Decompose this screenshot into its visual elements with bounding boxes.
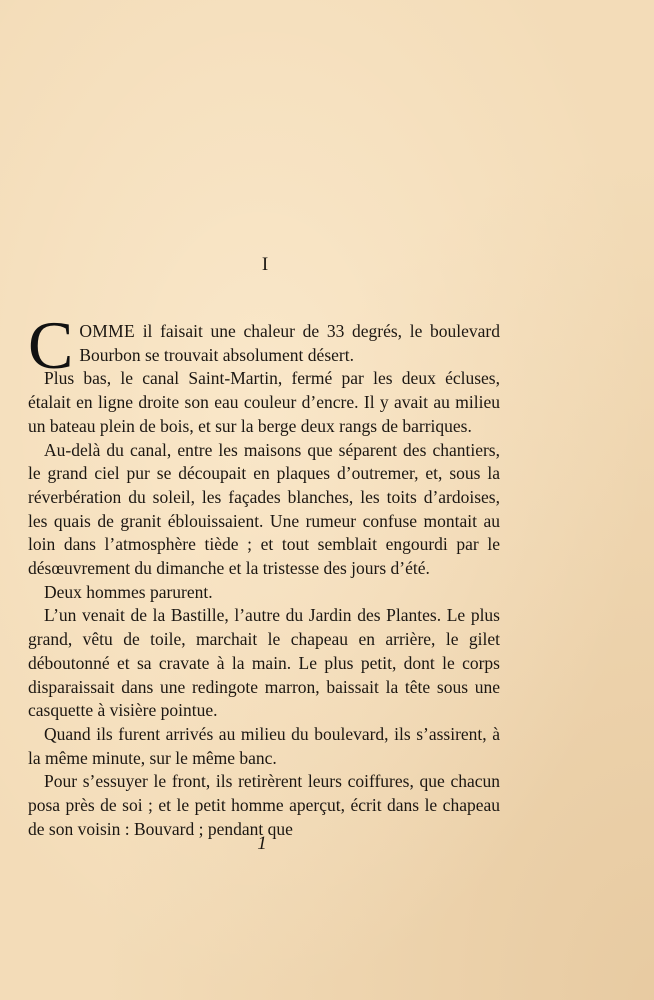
paragraph: L’un venait de la Bastille, l’autre du Jardin des Plantes. Le plus grand, vêtu de toile, marchait le chapeau en arrière, le gilet déboutonné et sa cravate à la main. Le plus petit, dont le corps disparaissait dans une redingote marron, baissait la tête sous une casquette à visière pointue.	[28, 605, 500, 721]
drop-cap: C	[28, 307, 74, 383]
paragraph: Plus bas, le canal Saint-Martin, fermé par les deux écluses, étalait en ligne droite son eau couleur d’encre. Il y avait au milieu un bateau plein de bois, et sur la berge deux rangs de barriques.	[28, 368, 500, 436]
chapter-number: I	[261, 254, 269, 275]
paragraph: Quand ils furent arrivés au milieu du boulevard, ils s’assirent, à la même minute, sur le même banc.	[28, 723, 500, 768]
paragraph: Deux hommes parurent.	[44, 581, 213, 602]
body-text	[28, 307, 500, 841]
page-number: 1	[257, 833, 267, 854]
paragraph: Au-delà du canal, entre les maisons que séparent des chantiers, le grand ciel pur se découpait en plaques d’outremer, et, sous la réverbération du soleil, les façades blanches, les toits d’ardoises, les quais de granit éblouissaient. Une rumeur confuse montait au loin dans l’atmosphère tiède ; et tout semblait engourdi par le désœuvrement du dimanche et la tristesse des jours d’été.	[28, 439, 500, 579]
opening-text: il faisait une chaleur de 33 degrés, le boulevard Bourbon se trouvait absolument désert.	[79, 321, 500, 365]
paragraph: Pour s’essuyer le front, ils retirèrent leurs coiffures, que chacun posa près de soi ; et le petit homme aperçut, écrit dans le chapeau de son voisin : Bouvard ; pendant que	[28, 771, 500, 839]
opening-paragraph	[28, 307, 500, 383]
opening-small-caps: OMME	[79, 321, 136, 341]
